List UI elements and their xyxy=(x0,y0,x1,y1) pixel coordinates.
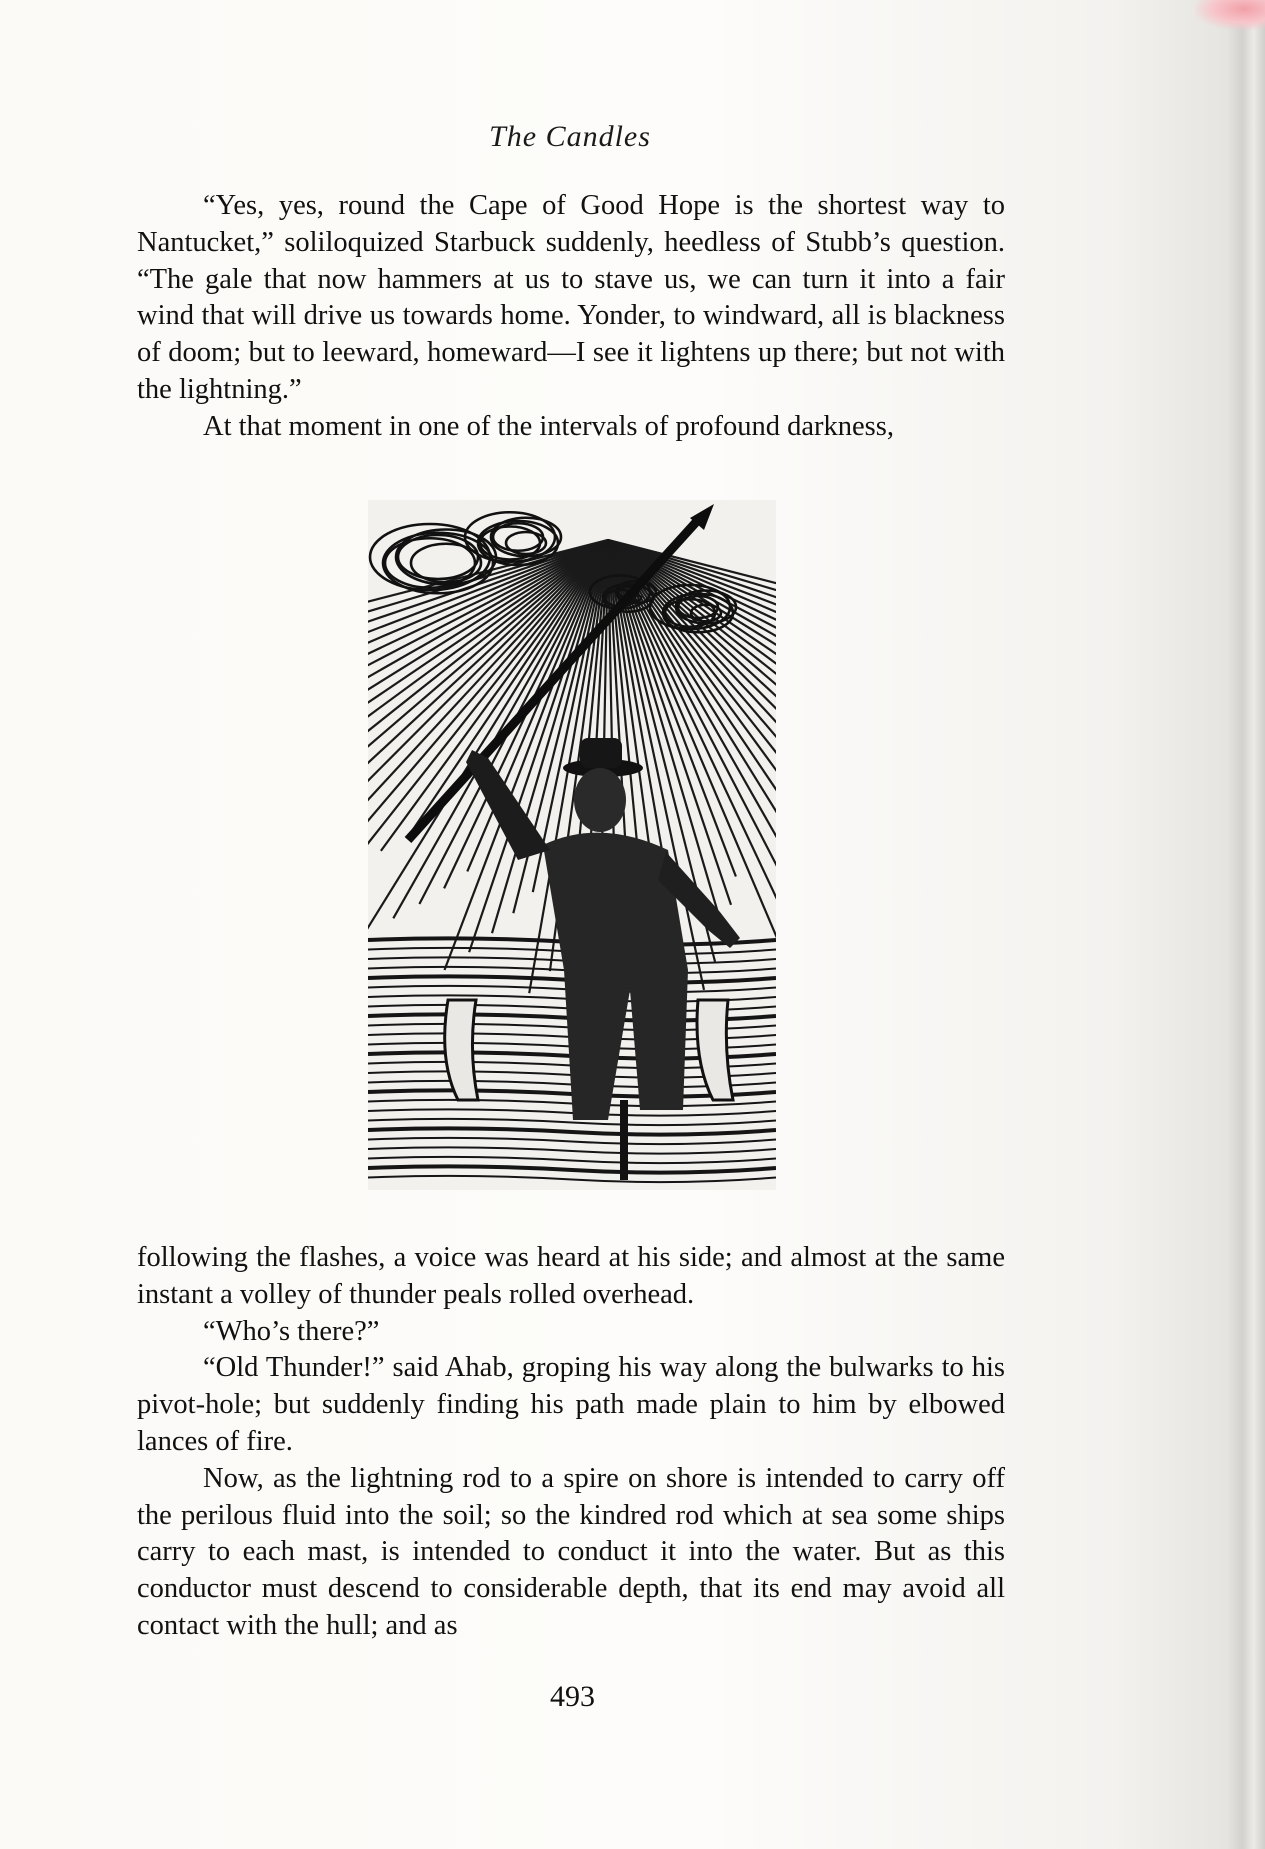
text-block-top xyxy=(137,188,1005,446)
page-number: 493 xyxy=(550,1680,595,1713)
running-head: The Candles xyxy=(489,120,651,153)
illustration-ahab-lightning xyxy=(368,500,776,1190)
page-edge-shadow xyxy=(1227,0,1265,1849)
paragraph: At that moment in one of the intervals of profound darkness, xyxy=(203,410,894,442)
paragraph: “Old Thunder!” said Ahab, groping his way along the bulwarks to his pivot-hole; but suddenly finding his path made plain to him by elbowed lances of fire. xyxy=(137,1352,1005,1457)
paragraph: “Who’s there?” xyxy=(203,1315,380,1347)
text-block-bottom xyxy=(137,1240,1005,1645)
paragraph: following the flashes, a voice was heard at his side; and almost at the same instant a volley of thunder peals rolled overhead. xyxy=(137,1242,1005,1310)
paragraph: “Yes, yes, round the Cape of Good Hope is the shortest way to Nantucket,” soliloquized Starbuck suddenly, heedless of Stubb’s question. “The gale that now hammers at us to stave us, we can turn it into a fair wind that will drive us towards home. Yonder, to windward, all is blackness of doom; but to leeward, homeward—I see it lightens up there; but not with the lightning.” xyxy=(137,190,1005,405)
pink-stain xyxy=(1195,0,1265,30)
paragraph: Now, as the lightning rod to a spire on shore is intended to carry off the perilous fluid into the soil; so the kindred rod which at sea some ships carry to each mast, is intended to conduct it into the water. But as this conductor must descend to considerable depth, that its end may avoid all contact with the hull; and as xyxy=(137,1462,1005,1641)
